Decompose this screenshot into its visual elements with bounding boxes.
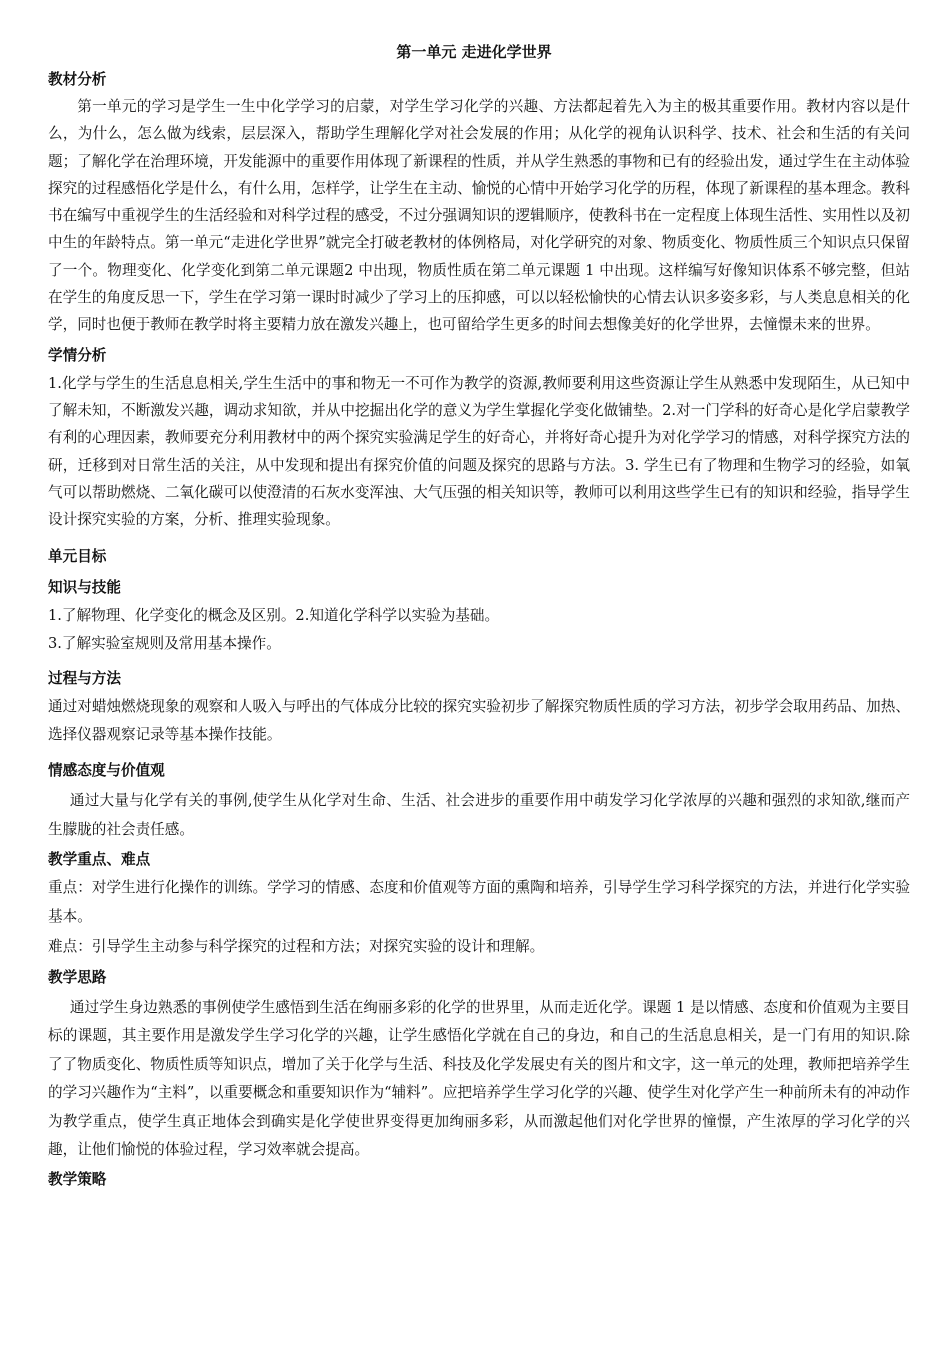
material-analysis-text: 第一单元的学习是学生一生中化学学习的启蒙，对学生学习化学的兴趣、方法都起着先入为主的极其重要作用。教材内容以是什么，为什么，怎么做为线索，层层深入，帮助学生理解化学对社会发展的作用；从化学的视角认识科学、技术、社会和生活的有关问题；了解化学在治理环境，开发能源中的重要作用体现了新课程的性质，并从学生熟悉的事物和已有的经验出发，通过学生在主动体验探究的过程感悟化学是什么，有什么用，怎样学，让学生在主动、愉悦的心情中开始学习化学的历程，体现了新课程的基本理念。教科书在编写中重视学生的生活经验和对科学过程的感受，不过分强调知识的逻辑顺序，使教科书在一定程度上体现生活性、实用性以及初中生的年龄特点。第一单元“走进化学世界”就完全打破老教材的体例格局，对化学研究的对象、物质变化、物质性质三个知识点只保留了一个。物理变化、化学变化到第二单元课题2 中出现，物质性质在第二单元课题 1 中出现。这样编写好像知识体系不够完整，但站在学生的角度反思一下，学生在学习第一课时时减少了学习上的压抑感，可以以轻松愉快的心情去认识多姿多彩，与人类息息相关的化学，同时也便于教师在教学时将主要精力放在激发兴趣上，也可留给学生更多的时间去想像美好的化学世界，去憧憬未来的世界。 (48, 98, 910, 334)
heading-key-difficult-points: 教学重点、难点 (48, 851, 151, 869)
heading-teaching-strategy: 教学策略 (48, 1170, 107, 1188)
knowledge-line-1: 1.了解物理、化学变化的概念及区别。2.知道化学科学以实验为基础。 (48, 607, 500, 625)
difficult-points-text: 难点：引导学生主动参与科学探究的过程和方法；对探究实验的设计和理解。 (48, 938, 545, 956)
knowledge-line-2: 3.了解实验室规则及常用基本操作。 (48, 635, 281, 653)
heading-knowledge-skills: 知识与技能 (48, 579, 121, 597)
process-methods-text: 通过对蜡烛燃烧现象的观察和人吸入与呼出的气体成分比较的探究实验初步了解探究物质性质的学习方法，初步学会取用药品、加热、选择仪器观察记录等基本操作技能。 (48, 698, 910, 744)
page-title: 第一单元 走进化学世界 (396, 43, 552, 61)
heading-student-analysis: 学情分析 (48, 346, 107, 364)
heading-material-analysis: 教材分析 (48, 71, 107, 88)
heading-emotion-values: 情感态度与价值观 (48, 762, 165, 780)
emotion-values-text: 通过大量与化学有关的事例,使学生从化学对生命、生活、社会进步的重要作用中萌发学习化学浓厚的兴趣和强烈的求知欲,继而产生朦胧的社会责任感。 (48, 792, 910, 838)
heading-process-methods: 过程与方法 (48, 670, 121, 688)
student-analysis-text: 1.化学与学生的生活息息相关,学生生活中的事和物无一不可作为教学的资源,教师要利用这些资源让学生从熟悉中发现陌生，从已知中了解未知，不断激发兴趣，调动求知欲，并从中挖掘出化学的意义为学生掌握化学变化做铺垫。2.对一门学科的好奇心是化学启蒙教学有利的心理因素，教师要充分利用教材中的两个探究实验满足学生的好奇心，并将好奇心提升为对化学学习的情感，对科学探究方法的研，迁移到对日常生活的关注，从中发现和提出有探究价值的问题及探究的思路与方法。3. 学生已有了物理和生物学习的经验，如氧气可以帮助燃烧、二氧化碳可以使澄清的石灰水变浑浊、大气压强的相关知识等，教师可以利用这些学生已有的知识和经验，指导学生设计探究实验的方案，分析、推理实验现象。 (48, 374, 910, 529)
teaching-approach-text: 通过学生身边熟悉的事例使学生感悟到生活在绚丽多彩的化学的世界里，从而走近化学。课题 1 是以情感、态度和价值观为主要目标的课题，其主要作用是激发学生学习化学的兴趣，让学生感悟化学就在自己的身边，和自己的生活息息相关，是一门有用的知识.除了了物质变化、物质性质等知识点，增加了关于化学与生活、科技及化学发展史有关的图片和文字，这一单元的处理，教师把培养学生的学习兴趣作为“主料”，以重要概念和重要知识作为“辅料”。应把培养学生学习化学的兴趣、使学生对化学产生一种前所未有的冲动作为教学重点，使学生真正地体会到确实是化学使世界变得更加绚丽多彩，从而激起他们对化学世界的憧憬，产生浓厚的学习化学的兴趣，让他们愉悦的体验过程，学习效率就会提高。 (48, 998, 910, 1159)
heading-unit-goals: 单元目标 (48, 548, 107, 566)
document-page (48, 38, 910, 1194)
heading-teaching-approach: 教学思路 (48, 968, 107, 986)
key-points-text: 重点：对学生进行化操作的训练。学学习的情感、态度和价值观等方面的熏陶和培养，引导学生学习科学探究的方法，并进行化学实验基本。 (48, 879, 910, 925)
